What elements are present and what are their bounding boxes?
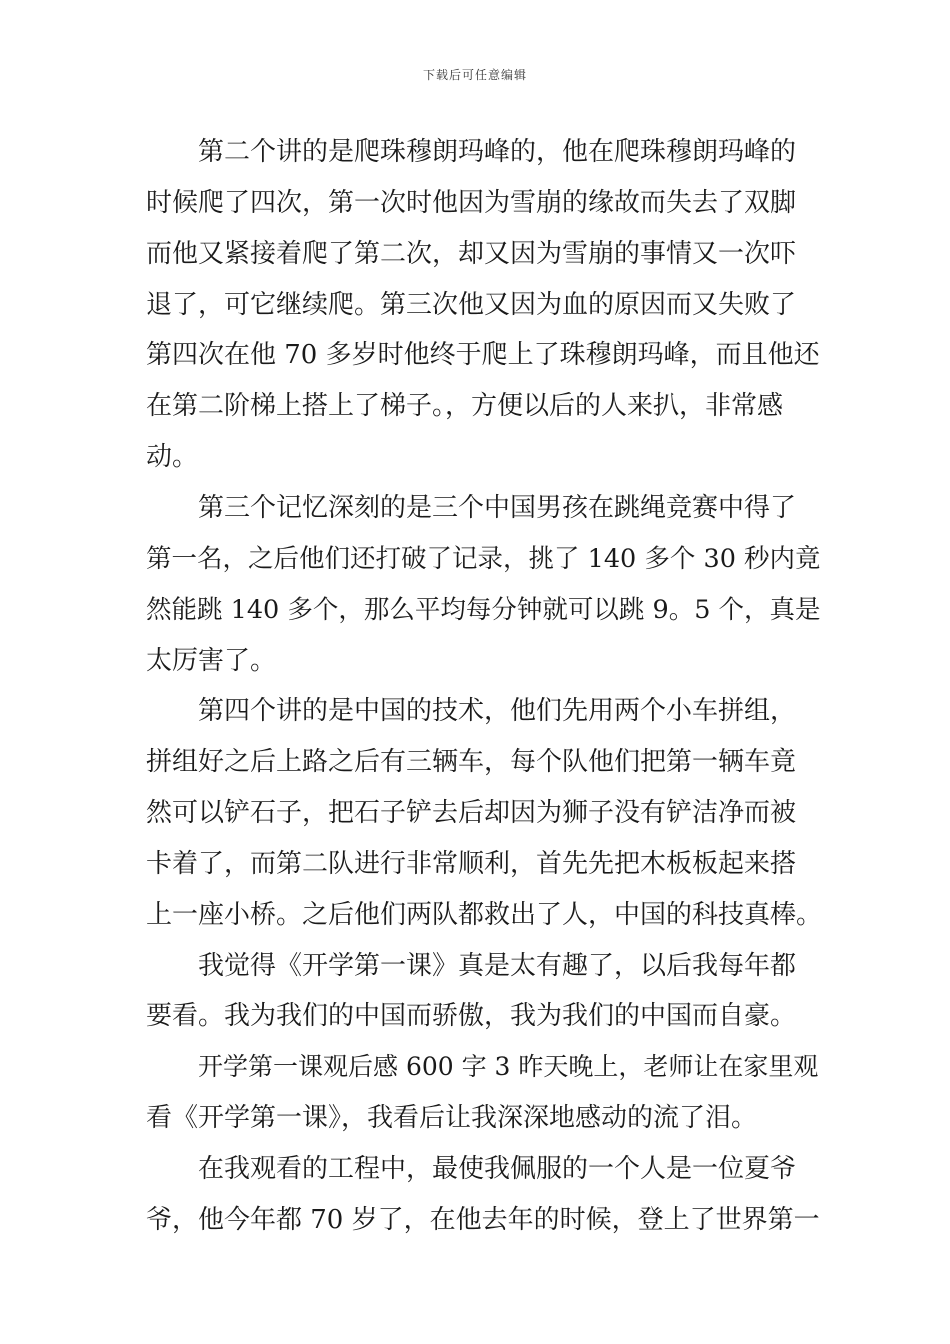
text-line: 开学第一课观后感 600 字 3 昨天晚上，老师让在家里观 <box>198 1052 819 1081</box>
text-line: 要看。我为我们的中国而骄傲，我为我们的中国而自豪。 <box>146 1001 797 1031</box>
text-line: 然可以铲石子，把石子铲去后却因为狮子没有铲洁净而被 <box>146 798 797 828</box>
text-line: 而他又紧接着爬了第二次，却又因为雪崩的事情又一次吓 <box>146 239 797 269</box>
text-line: 太厉害了。 <box>146 646 277 676</box>
text-line: 然能跳 140 多个，那么平均每分钟就可以跳 9。5 个，真是 <box>146 595 821 625</box>
text-line: 在第二阶梯上搭上了梯子。，方便以后的人来扒，非常感 <box>146 391 784 421</box>
text-line: 爷，他今年都 70 岁了，在他去年的时候，登上了世界第一 <box>146 1205 820 1235</box>
text-line: 第二个讲的是爬珠穆朗玛峰的，他在爬珠穆朗玛峰的 <box>198 137 797 167</box>
text-line: 看《开学第一课》，我看后让我深深地感动的流了泪。 <box>146 1103 758 1133</box>
text-line: 第一名，之后他们还打破了记录，挑了 140 多个 30 秒内竟 <box>146 544 821 574</box>
text-line: 拼组好之后上路之后有三辆车，每个队他们把第一辆车竟 <box>146 747 797 777</box>
page-header: 下载后可任意编辑 <box>422 68 527 82</box>
text-line: 退了，可它继续爬。第三次他又因为血的原因而又失败了 <box>146 290 797 320</box>
text-line: 在我观看的工程中，最使我佩服的一个人是一位夏爷 <box>198 1154 797 1184</box>
text-line: 第三个记忆深刻的是三个中国男孩在跳绳竞赛中得了 <box>198 493 797 523</box>
text-line: 动。 <box>146 442 199 472</box>
text-line: 第四个讲的是中国的技术，他们先用两个小车拼组， <box>198 696 797 726</box>
text-line: 我觉得《开学第一课》真是太有趣了，以后我每年都 <box>198 951 797 981</box>
text-line: 上一座小桥。之后他们两队都救出了人，中国的科技真棒。 <box>146 900 823 930</box>
text-line: 第四次在他 70 多岁时他终于爬上了珠穆朗玛峰，而且他还 <box>146 340 820 370</box>
text-line: 卡着了，而第二队进行非常顺利，首先先把木板板起来搭 <box>146 849 797 879</box>
text-line: 时候爬了四次，第一次时他因为雪崩的缘故而失去了双脚 <box>146 188 797 218</box>
